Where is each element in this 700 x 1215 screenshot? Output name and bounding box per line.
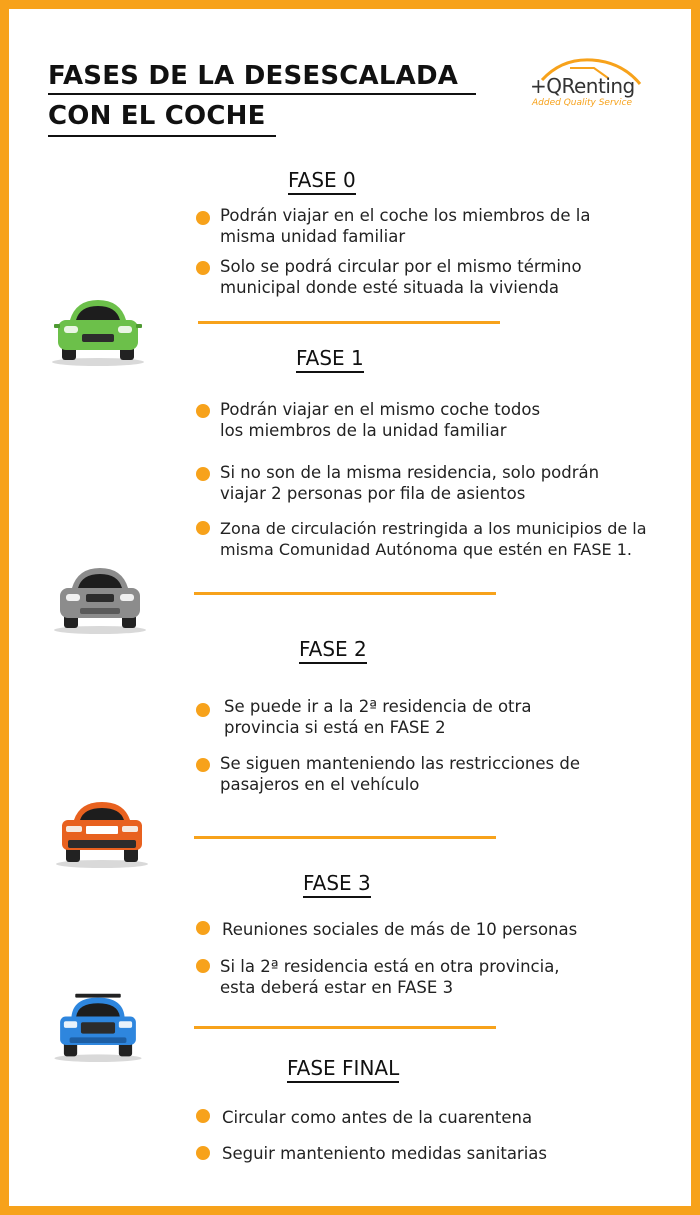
green-car-icon bbox=[50, 294, 146, 366]
bullet-dot bbox=[196, 1146, 210, 1160]
bullet-dot bbox=[196, 211, 210, 225]
phase-1-item-3: Zona de circulación restringida a los municipios de la misma Comunidad Autónoma que estén en FASE 1. bbox=[220, 519, 647, 559]
orange-car-icon bbox=[54, 796, 150, 868]
page-title bbox=[48, 55, 476, 137]
bullet-dot bbox=[196, 921, 210, 935]
phase-0-item-2: Solo se podrá circular por el mismo término municipal donde esté situada la vivienda bbox=[220, 257, 582, 297]
phase-final-item-1: Circular como antes de la cuarentena bbox=[222, 1108, 533, 1127]
phase-2-item-1: Se puede ir a la 2ª residencia de otra provincia si está en FASE 2 bbox=[224, 697, 532, 737]
phase-3-item-1: Reuniones sociales de más de 10 personas bbox=[222, 920, 578, 939]
phase-0-heading: FASE 0 bbox=[288, 168, 356, 195]
bullet-dot bbox=[196, 521, 210, 535]
phase-1-heading: FASE 1 bbox=[296, 346, 364, 373]
section-divider bbox=[198, 321, 500, 324]
logo-tagline: Added Quality Service bbox=[532, 98, 632, 108]
phase-1-item-2: Si no son de la misma residencia, solo podrán viajar 2 personas por fila de asientos bbox=[220, 463, 600, 503]
title-line-2: CON EL COCHE bbox=[48, 95, 276, 137]
phase-0-item-1: Podrán viajar en el coche los miembros de la misma unidad familiar bbox=[220, 206, 591, 246]
bullet-dot bbox=[196, 467, 210, 481]
section-divider bbox=[194, 592, 496, 595]
phase-2-item-2: Se siguen manteniendo las restricciones de pasajeros en el vehículo bbox=[220, 754, 581, 794]
bullet-dot bbox=[196, 703, 210, 717]
phase-1-item-1: Podrán viajar en el mismo coche todos los miembros de la unidad familiar bbox=[220, 400, 541, 440]
qrenting-logo bbox=[522, 54, 652, 114]
phase-3-item-2: Si la 2ª residencia está en otra provincia, esta deberá estar en FASE 3 bbox=[220, 957, 560, 997]
logo-name: +QRenting bbox=[530, 74, 635, 98]
bullet-dot bbox=[196, 959, 210, 973]
bullet-dot bbox=[196, 261, 210, 275]
bullet-dot bbox=[196, 758, 210, 772]
phase-final-heading: FASE FINAL bbox=[287, 1056, 399, 1083]
bullet-dot bbox=[196, 404, 210, 418]
title-line-1: FASES DE LA DESESCALADA bbox=[48, 55, 476, 95]
blue-car-icon bbox=[50, 990, 146, 1062]
section-divider bbox=[194, 1026, 496, 1029]
phase-3-heading: FASE 3 bbox=[303, 871, 371, 898]
bullet-dot bbox=[196, 1109, 210, 1123]
phase-final-item-2: Seguir manteniento medidas sanitarias bbox=[222, 1144, 548, 1163]
phase-2-heading: FASE 2 bbox=[299, 637, 367, 664]
grey-car-icon bbox=[52, 562, 148, 634]
section-divider bbox=[194, 836, 496, 839]
